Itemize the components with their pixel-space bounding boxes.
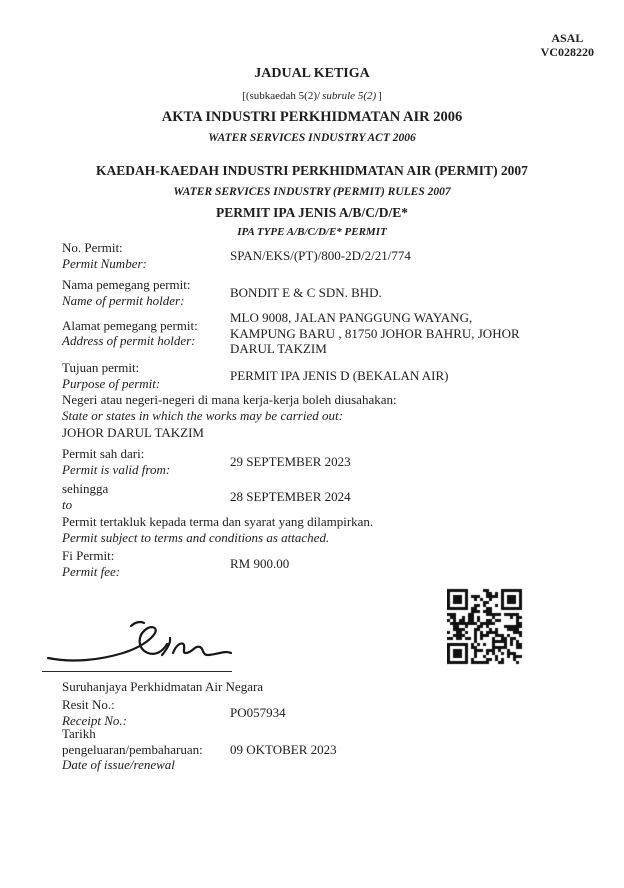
field-fee (62, 548, 590, 579)
label-ms: Nama pemegang permit: (62, 277, 191, 292)
act-title-en: WATER SERVICES INDUSTRY ACT 2006 (208, 132, 416, 144)
field-label (62, 277, 230, 308)
address-line: DARUL TAKZIM (230, 341, 327, 356)
subrule-close: ] (378, 90, 382, 102)
label-en: State or states in which the works may be carried out: (62, 407, 343, 423)
rules-title-ms: KAEDAH-KAEDAH INDUSTRI PERKHIDMATAN AIR (PERMIT) 2007 (96, 163, 528, 178)
issue-date-value: 09 OKTOBER 2023 (230, 741, 337, 757)
permit-type-ms: PERMIT IPA JENIS A/B/C/D/E* (216, 205, 408, 220)
receipt-value: PO057934 (230, 704, 286, 720)
qr-code (447, 588, 523, 666)
label-en: Receipt No.: (62, 712, 127, 728)
subrule-ms: [(subkaedah 5(2)/ (242, 90, 321, 102)
label-ms: Resit No.: (62, 697, 115, 712)
address-line: MLO 9008, JALAN PANGGUNG WAYANG, (230, 310, 473, 325)
field-label (62, 697, 230, 728)
label-en: Address of permit holder: (62, 333, 196, 349)
schedule-title: JADUAL KETIGA (254, 66, 370, 81)
label-en: Date of issue/renewal (62, 757, 175, 772)
label-en: Purpose of permit: (62, 375, 161, 391)
label-ms: Permit sah dari: (62, 446, 145, 461)
field-valid-to (62, 481, 590, 512)
field-label (62, 726, 230, 773)
field-holder-address (62, 310, 590, 357)
label-en: Name of permit holder: (62, 292, 185, 308)
states-value: JOHOR DARUL TAKZIM (62, 425, 204, 440)
field-states-heading (62, 392, 590, 423)
label-en: Permit is valid from: (62, 461, 171, 477)
field-label (62, 360, 230, 391)
field-label (62, 446, 230, 477)
serial-number: VC028220 (540, 45, 594, 59)
valid-to-value: 28 SEPTEMBER 2024 (230, 488, 351, 504)
rules-title-en: WATER SERVICES INDUSTRY (PERMIT) RULES 2007 (173, 186, 451, 198)
label-ms: Tujuan permit: (62, 360, 140, 375)
subrule-reference (0, 90, 624, 102)
label-ms: Negeri atau negeri-negeri di mana kerja-kerja boleh diusahakan: (62, 392, 397, 407)
field-label (62, 548, 230, 579)
field-label (62, 318, 230, 349)
holder-address-value (230, 310, 588, 357)
valid-from-value: 29 SEPTEMBER 2023 (230, 453, 351, 469)
label-en: Permit Number: (62, 255, 147, 271)
copy-type: ASAL (551, 31, 584, 45)
field-label (62, 240, 230, 271)
label-ms: Tarikh pengeluaran/pembaharuan: (62, 726, 203, 757)
document-copy-marker (541, 31, 594, 59)
field-label (62, 481, 230, 512)
label-ms: Alamat pemegang permit: (62, 317, 198, 333)
signature-scribble (45, 616, 235, 670)
terms-en: Permit subject to terms and conditions as attached. (62, 529, 330, 545)
label-en: to (62, 496, 73, 512)
act-title-ms: AKTA INDUSTRI PERKHIDMATAN AIR 2006 (161, 109, 463, 125)
subrule-en: subrule 5(2) (322, 90, 377, 102)
permit-number-value: SPAN/EKS/(PT)/800-2D/2/21/774 (230, 247, 411, 263)
field-purpose (62, 360, 590, 391)
field-issue-date (62, 726, 590, 773)
terms-statement (62, 514, 590, 545)
field-holder-name (62, 277, 590, 308)
field-permit-number (62, 240, 590, 271)
authority-name: Suruhanjaya Perkhidmatan Air Negara (62, 679, 264, 694)
holder-name-value: BONDIT E & C SDN. BHD. (230, 284, 382, 300)
label-ms: sehingga (62, 481, 109, 496)
purpose-value: PERMIT IPA JENIS D (BEKALAN AIR) (230, 367, 449, 383)
signature-line (42, 671, 232, 672)
permit-type-en: IPA TYPE A/B/C/D/E* PERMIT (237, 226, 387, 238)
fee-value: RM 900.00 (230, 555, 290, 571)
field-receipt (62, 697, 590, 728)
label-en: Permit fee: (62, 563, 121, 579)
label-ms: Fi Permit: (62, 548, 115, 563)
label-ms: No. Permit: (62, 240, 123, 255)
address-line: KAMPUNG BARU , 81750 JOHOR BAHRU, JOHOR (230, 325, 520, 341)
field-valid-from (62, 446, 590, 477)
terms-ms: Permit tertakluk kepada terma dan syarat yang dilampirkan. (62, 514, 374, 529)
